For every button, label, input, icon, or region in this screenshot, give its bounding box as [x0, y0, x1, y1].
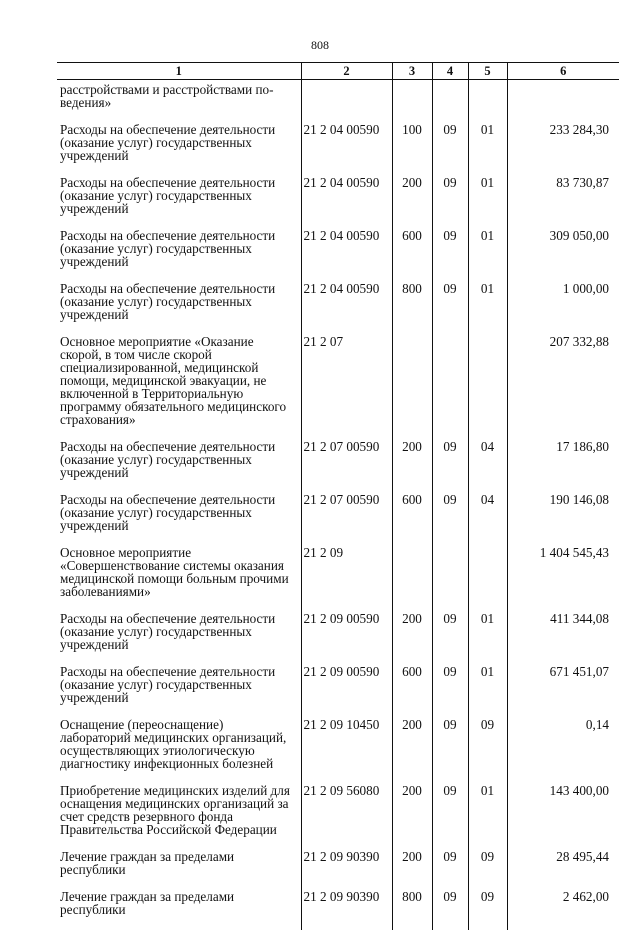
row-section-cell: 09: [432, 890, 468, 930]
row-subsection-cell: 01: [468, 665, 507, 718]
row-subsection-cell: 01: [468, 784, 507, 850]
table-row: [57, 282, 619, 335]
row-name-cell: Оснащение (переоснащение) лабораторий медицинских организаций, осуществляющих этиологическую диагностику инфекционных болезней: [60, 717, 287, 771]
row-expense-type-cell: [392, 80, 432, 124]
table-row: [57, 440, 619, 493]
row-name-cell: Расходы на обеспечение деятельности (оказание услуг) государственных учреждений: [60, 122, 276, 163]
row-name-cell: Расходы на обеспечение деятельности (оказание услуг) государственных учреждений: [60, 439, 276, 480]
row-code-cell: 21 2 04 00590: [301, 176, 392, 229]
table-row: [57, 546, 619, 612]
table-row: [57, 784, 619, 850]
table-row: [57, 335, 619, 440]
row-name-cell: Расходы на обеспечение деятельности (оказание услуг) государственных учреждений: [60, 611, 276, 652]
row-name-cell: Расходы на обеспечение деятельности (оказание услуг) государственных учреждений: [60, 492, 276, 533]
page-number: 808: [311, 38, 329, 52]
row-section-cell: [432, 335, 468, 440]
row-code-cell: 21 2 04 00590: [301, 229, 392, 282]
row-amount-cell: 1 000,00: [507, 282, 619, 335]
row-code-cell: [301, 80, 392, 124]
row-section-cell: [432, 546, 468, 612]
column-header: 2: [301, 63, 392, 80]
row-section-cell: 09: [432, 784, 468, 850]
row-expense-type-cell: 200: [392, 718, 432, 784]
row-expense-type-cell: 800: [392, 890, 432, 930]
row-amount-cell: 309 050,00: [507, 229, 619, 282]
row-code-cell: 21 2 07: [301, 335, 392, 440]
row-expense-type-cell: 600: [392, 229, 432, 282]
row-expense-type-cell: 200: [392, 850, 432, 890]
table-header-row: [57, 63, 619, 80]
row-code-cell: 21 2 09 10450: [301, 718, 392, 784]
row-amount-cell: 207 332,88: [507, 335, 619, 440]
row-amount-cell: 17 186,80: [507, 440, 619, 493]
row-amount-cell: 83 730,87: [507, 176, 619, 229]
row-code-cell: 21 2 04 00590: [301, 282, 392, 335]
row-subsection-cell: 09: [468, 890, 507, 930]
row-section-cell: 09: [432, 665, 468, 718]
row-amount-cell: 2 462,00: [507, 890, 619, 930]
row-code-cell: 21 2 09: [301, 546, 392, 612]
row-expense-type-cell: 600: [392, 493, 432, 546]
row-section-cell: 09: [432, 440, 468, 493]
row-name-cell: Расходы на обеспечение деятельности (оказание услуг) государственных учреждений: [60, 228, 276, 269]
row-section-cell: 09: [432, 718, 468, 784]
row-subsection-cell: 01: [468, 176, 507, 229]
row-subsection-cell: 04: [468, 493, 507, 546]
row-name-cell: Расходы на обеспечение деятельности (оказание услуг) государственных учреждений: [60, 175, 276, 216]
row-code-cell: 21 2 04 00590: [301, 123, 392, 176]
row-code-cell: 21 2 09 90390: [301, 850, 392, 890]
row-name-cell: Расходы на обеспечение деятельности (оказание услуг) государственных учреждений: [60, 281, 276, 322]
row-expense-type-cell: 200: [392, 612, 432, 665]
row-subsection-cell: 01: [468, 612, 507, 665]
row-code-cell: 21 2 07 00590: [301, 440, 392, 493]
row-code-cell: 21 2 09 56080: [301, 784, 392, 850]
row-amount-cell: 1 404 545,43: [507, 546, 619, 612]
row-subsection-cell: [468, 80, 507, 124]
column-header: 5: [468, 63, 507, 80]
row-name-cell: Основное мероприятие «Совершенствование системы оказания медицинской помощи больным прочими заболеваниями»: [60, 545, 289, 599]
row-section-cell: [432, 80, 468, 124]
row-code-cell: 21 2 07 00590: [301, 493, 392, 546]
row-section-cell: 09: [432, 123, 468, 176]
row-code-cell: 21 2 09 00590: [301, 612, 392, 665]
row-section-cell: 09: [432, 493, 468, 546]
table-row: [57, 80, 619, 124]
row-subsection-cell: 09: [468, 850, 507, 890]
row-section-cell: 09: [432, 229, 468, 282]
row-section-cell: 09: [432, 612, 468, 665]
row-subsection-cell: [468, 546, 507, 612]
column-header: 3: [392, 63, 432, 80]
row-expense-type-cell: 200: [392, 784, 432, 850]
row-section-cell: 09: [432, 282, 468, 335]
column-header: 6: [507, 63, 619, 80]
row-section-cell: 09: [432, 850, 468, 890]
table-row: [57, 850, 619, 890]
row-amount-cell: [507, 80, 619, 124]
table-row: [57, 890, 619, 930]
row-subsection-cell: 04: [468, 440, 507, 493]
row-name-cell: Расходы на обеспечение деятельности (оказание услуг) государственных учреждений: [60, 664, 276, 705]
row-amount-cell: 143 400,00: [507, 784, 619, 850]
row-section-cell: 09: [432, 176, 468, 229]
table-row: [57, 123, 619, 176]
table-row: [57, 665, 619, 718]
row-name-cell: Лечение граждан за пределами республики: [60, 849, 235, 877]
row-amount-cell: 671 451,07: [507, 665, 619, 718]
row-subsection-cell: 09: [468, 718, 507, 784]
row-name-cell: расстройствами и расстройствами по- ведения»: [60, 82, 274, 110]
row-amount-cell: 28 495,44: [507, 850, 619, 890]
row-subsection-cell: 01: [468, 123, 507, 176]
row-expense-type-cell: 100: [392, 123, 432, 176]
row-name-cell: Приобретение медицинских изделий для оснащения медицинских организаций за счет средств резервного фонда Правительства Российской Федерации: [60, 783, 290, 837]
row-expense-type-cell: 200: [392, 176, 432, 229]
row-subsection-cell: 01: [468, 282, 507, 335]
row-amount-cell: 190 146,08: [507, 493, 619, 546]
table-row: [57, 718, 619, 784]
row-expense-type-cell: [392, 546, 432, 612]
row-name-cell: Лечение граждан за пределами республики: [60, 889, 235, 917]
budget-table: [57, 62, 619, 930]
table-row: [57, 229, 619, 282]
row-expense-type-cell: 800: [392, 282, 432, 335]
column-header: 1: [57, 63, 301, 80]
table-row: [57, 176, 619, 229]
row-expense-type-cell: 600: [392, 665, 432, 718]
row-amount-cell: 411 344,08: [507, 612, 619, 665]
table-row: [57, 493, 619, 546]
row-subsection-cell: 01: [468, 229, 507, 282]
row-amount-cell: 233 284,30: [507, 123, 619, 176]
row-expense-type-cell: 200: [392, 440, 432, 493]
table-row: [57, 612, 619, 665]
row-code-cell: 21 2 09 00590: [301, 665, 392, 718]
row-code-cell: 21 2 09 90390: [301, 890, 392, 930]
row-name-cell: Основное мероприятие «Оказание скорой, в том числе скорой специализированной, медицинской помощи, медицинской эвакуации, не включенной в Территориальную программу обязательного медицинского страхования»: [60, 334, 287, 427]
row-expense-type-cell: [392, 335, 432, 440]
row-amount-cell: 0,14: [507, 718, 619, 784]
row-subsection-cell: [468, 335, 507, 440]
column-header: 4: [432, 63, 468, 80]
